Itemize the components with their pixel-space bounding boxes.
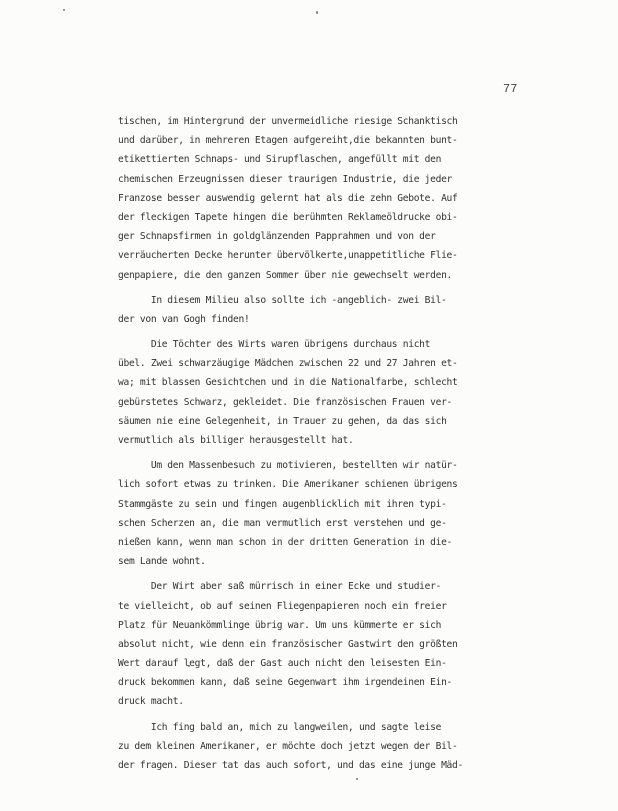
paragraph	[118, 456, 498, 571]
body-text	[118, 112, 498, 775]
text-line: verräucherten Decke herunter übervölkerte,unappetitliche Flie-	[118, 250, 458, 262]
paragraph	[118, 718, 498, 776]
paragraph	[118, 112, 498, 285]
text-line: ger Schnapsfirmen in goldglänzenden Papprahmen und von der	[118, 231, 436, 243]
text-line: genpapiere, die den ganzen Sommer über nie gewechselt werden.	[118, 269, 453, 281]
paragraph	[118, 291, 498, 329]
text-line: Der Wirt aber saß mürrisch in einer Ecke und studier-	[118, 581, 442, 593]
text-line: der von van Gogh finden!	[118, 313, 250, 325]
text-line: zu dem kleinen Amerikaner, er möchte doch jetzt wegen der Bil-	[118, 740, 458, 752]
text-line: tischen, im Hintergrund der unvermeidliche riesige Schanktisch	[118, 116, 458, 127]
text-line: der fleckigen Tapete hingen die berühmten Reklameöldrucke obi-	[118, 211, 458, 223]
text-line: wa; mit blassen Gesichtchen und in die Nationalfarbe, schlecht	[118, 377, 458, 389]
text-line: Stammgäste zu sein und fingen augenblicklich mit ihren typi-	[118, 498, 447, 510]
page-number: 77	[503, 82, 518, 96]
text-line: Wert darauf legt, daß der Gast auch nicht den leisesten Ein-	[118, 658, 447, 670]
text-line: säumen nie eine Gelegenheit, in Trauer zu gehen, da das sich	[118, 415, 447, 427]
text-line: te vielleicht, ob auf seinen Fliegenpapieren noch ein freier	[118, 600, 447, 612]
text-line: etikettierten Schnaps- und Sirupflaschen, angefüllt mit den	[118, 154, 442, 166]
paragraph	[118, 577, 498, 711]
text-line: Platz für Neuankömmlinge übrig war. Um uns kümmerte er sich	[118, 619, 442, 631]
text-line: und darüber, in mehreren Etagen aufgereiht,die bekannten bunt-	[118, 135, 458, 147]
text-line: In diesem Milieu also sollte ich -angeblich- zwei Bil-	[118, 294, 447, 306]
text-line: Ich fing bald an, mich zu langweilen, und sagte leise	[118, 721, 442, 733]
text-line: chemischen Erzeugnissen dieser traurigen Industrie, die jeder	[118, 173, 453, 185]
text-line: Die Töchter des Wirts waren übrigens durchaus nicht	[118, 339, 431, 351]
text-line: gebürstetes Schwarz, gekleidet. Die französischen Frauen ver-	[118, 396, 453, 408]
paragraph	[118, 335, 498, 450]
text-line: druck macht.	[118, 696, 184, 708]
text-line: der fragen. Dieser tat das auch sofort, und das eine junge Mäd-	[118, 760, 463, 771]
text-line: schen Scherzen an, die man vermutlich erst verstehen und ge-	[118, 517, 447, 529]
text-line: absolut nicht, wie denn ein französischer Gastwirt den größten	[118, 638, 458, 650]
text-line: sem Lande wohnt.	[118, 556, 206, 568]
text-line: übel. Zwei schwarzäugige Mädchen zwischen 22 und 27 Jahren et-	[118, 358, 458, 370]
text-line: Um den Massenbesuch zu motivieren, bestellten wir natür-	[118, 460, 458, 472]
text-line: lich sofort etwas zu trinken. Die Amerikaner schienen übrigens	[118, 479, 458, 491]
text-line: druck bekommen kann, daß seine Gegenwart ihm irgendeinen Ein-	[118, 677, 453, 689]
text-line: nießen kann, wenn man schon in der dritten Generation in die-	[118, 536, 453, 548]
text-line: Franzose besser auswendig gelernt hat als die zehn Gebote. Auf	[118, 192, 458, 204]
text-line: vermutlich als billiger herausgestellt hat.	[118, 435, 354, 446]
